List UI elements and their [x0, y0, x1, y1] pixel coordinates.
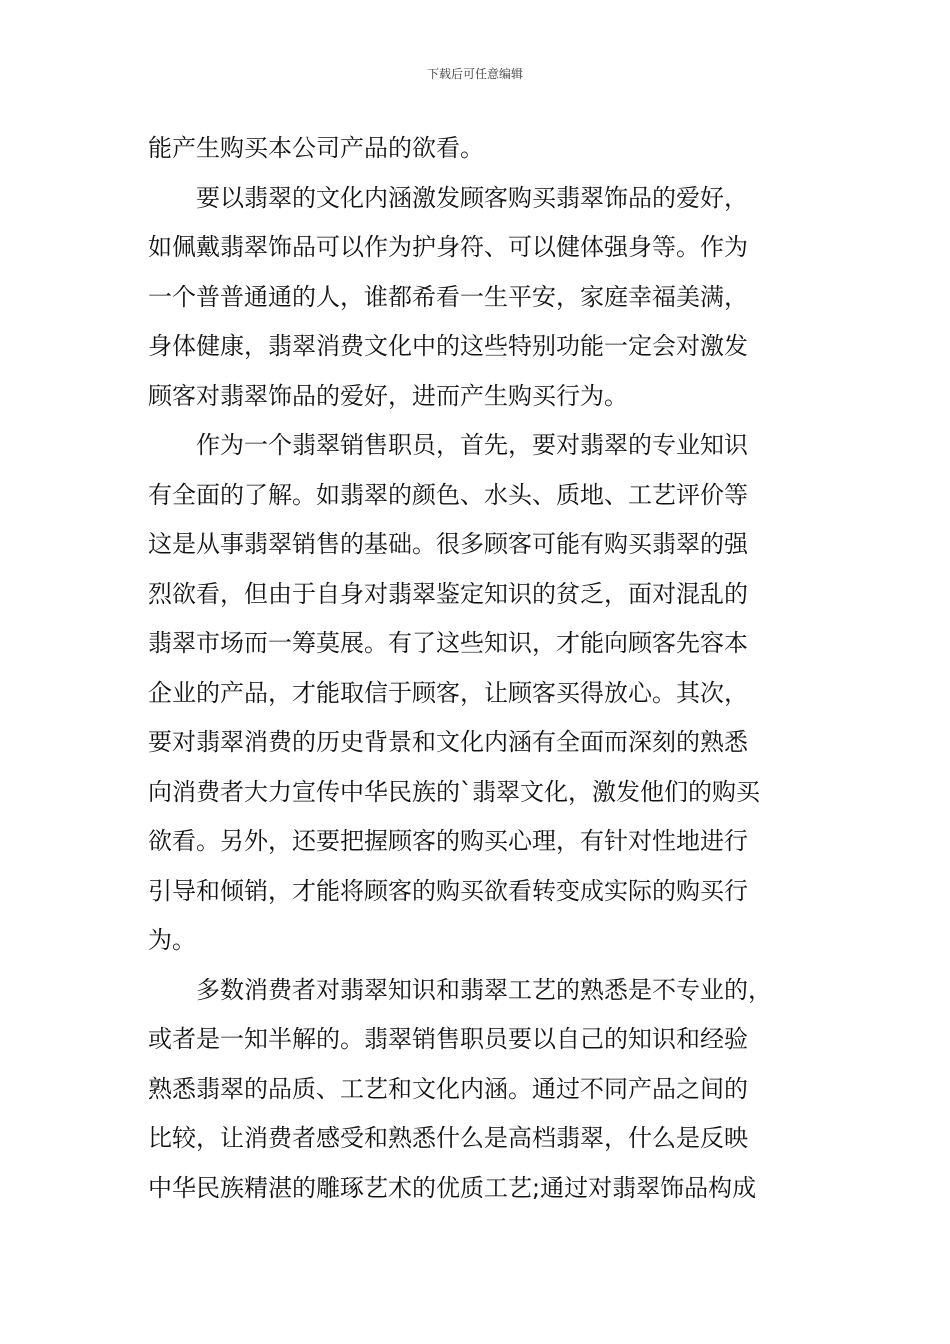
text-line: 有全面的了解。如翡翠的颜色、水头、质地、工艺评价等	[148, 480, 748, 509]
text-line: 比较，让消费者感受和熟悉什么是高档翡翠，什么是反映	[148, 1124, 748, 1152]
text-line: 作为一个翡翠销售职员，首先，要对翡翠的专业知识	[148, 431, 748, 459]
text-line: 中华民族精湛的雕琢艺术的优质工艺;通过对翡翠饰品构成	[148, 1173, 757, 1202]
text-line: 能产生购买本公司产品的欲看。	[148, 134, 484, 162]
text-line: 要以翡翠的文化内涵激发顾客购买翡翠饰品的爱好，	[148, 183, 748, 212]
text-line: 翡翠市场而一筹莫展。有了这些知识，才能向顾客先容本	[148, 629, 748, 657]
page-header: 下载后可任意编辑	[426, 67, 523, 81]
text-line: 企业的产品，才能取信于顾客，让顾客买得放心。其次，	[148, 678, 748, 707]
text-line: 为。	[148, 926, 196, 954]
text-line: 身体健康，翡翠消费文化中的这些特别功能一定会对激发	[148, 332, 748, 360]
text-line: 一个普普通通的人，谁都希看一生平安，家庭幸福美满，	[148, 282, 748, 311]
text-line: 要对翡翠消费的历史背景和文化内涵有全面而深刻的熟悉	[148, 728, 748, 756]
text-line: 欲看。另外，还要把握顾客的购买心理，有针对性地进行	[148, 827, 748, 855]
document-body	[148, 124, 828, 1213]
text-line: 烈欲看，但由于自身对翡翠鉴定知识的贫乏，面对混乱的	[148, 579, 748, 608]
text-line: 熟悉翡翠的品质、工艺和文化内涵。通过不同产品之间的	[148, 1074, 748, 1103]
text-line: 引导和倾销，才能将顾客的购买欲看转变成实际的购买行	[148, 876, 748, 905]
text-line: 这是从事翡翠销售的基础。很多顾客可能有购买翡翠的强	[148, 530, 748, 558]
text-line: 或者是一知半解的。翡翠销售职员要以自己的知识和经验	[148, 1025, 748, 1053]
text-line: 多数消费者对翡翠知识和翡翠工艺的熟悉是不专业的，	[148, 975, 772, 1004]
text-line: 向消费者大力宣传中华民族的`翡翠文化，激发他们的购买	[148, 777, 760, 806]
text-line: 如佩戴翡翠饰品可以作为护身符、可以健体强身等。作为	[148, 233, 748, 261]
text-line: 顾客对翡翠饰品的爱好，进而产生购买行为。	[148, 381, 628, 410]
